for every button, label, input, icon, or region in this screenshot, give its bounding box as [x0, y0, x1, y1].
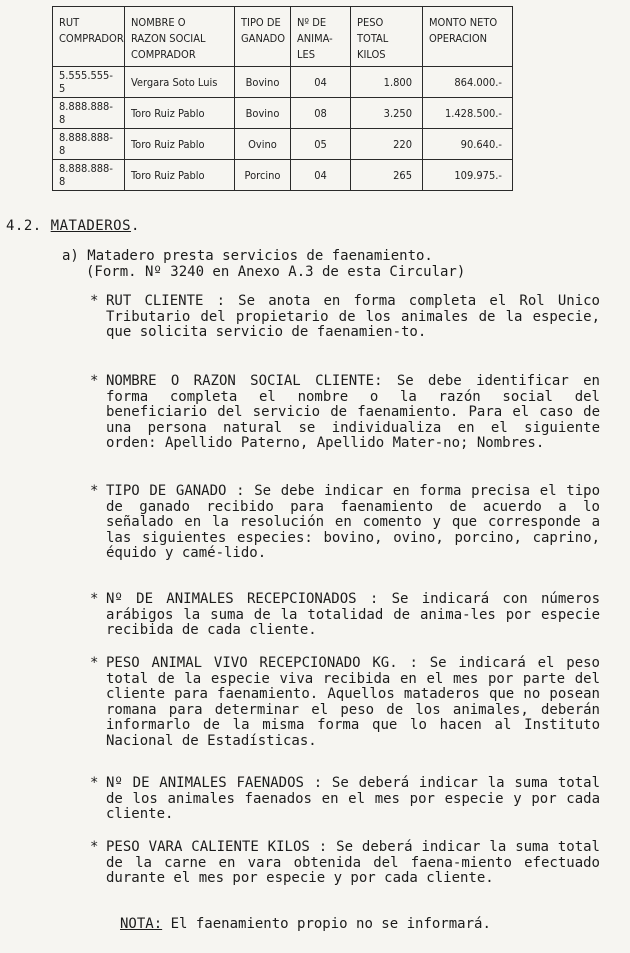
table-cell: 3.250: [351, 98, 423, 129]
column-header: NOMBRE O RAZON SOCIAL COMPRADOR: [125, 7, 235, 67]
livestock-sales-table: [52, 6, 513, 191]
field-description-nombre-cliente: [90, 374, 600, 452]
bullet-marker: *: [90, 373, 99, 389]
field-description-peso-vara: [90, 840, 600, 887]
table-row: [53, 67, 513, 98]
table-cell: 8.888.888-8: [53, 129, 125, 160]
table-cell: 05: [291, 129, 351, 160]
section-heading: [6, 218, 140, 234]
table-cell: 1.800: [351, 67, 423, 98]
bullet-marker: *: [90, 839, 99, 855]
field-description-text: NOMBRE O RAZON SOCIAL CLIENTE: Se debe identificar en forma completa el nombre o la razón social del beneficiario del servicio de faenamiento. Para el caso de una persona natural se individualiza en el siguiente orden: Apellido Paterno, Apellido Mater-no; Nombres.: [106, 373, 600, 451]
bullet-marker: *: [90, 293, 99, 309]
column-header: Nº DE ANIMA- LES: [291, 7, 351, 67]
table-cell: 109.975.-: [423, 160, 513, 191]
column-header: TIPO DE GANADO: [235, 7, 291, 67]
table-cell: 265: [351, 160, 423, 191]
bullet-marker: *: [90, 655, 99, 671]
table-row: [53, 160, 513, 191]
field-description-text: PESO ANIMAL VIVO RECEPCIONADO KG. : Se indicará el peso total de la especie viva recibida en el mes por parte del cliente para faenamiento. Aquellos mataderos que no posean romana para determinar el peso de los animales, deberán informarlo de la misma forma que lo hacen al Instituto Nacional de Estadísticas.: [106, 655, 600, 749]
field-description-text: Nº DE ANIMALES FAENADOS : Se deberá indicar la suma total de los animales faenados en el mes por especie y por cada cliente.: [106, 775, 600, 822]
table-cell: 220: [351, 129, 423, 160]
section-number: 4.2.: [6, 218, 42, 234]
bullet-marker: *: [90, 591, 99, 607]
table-cell: Toro Ruiz Pablo: [125, 160, 235, 191]
table-cell: Vergara Soto Luis: [125, 67, 235, 98]
table-cell: 08: [291, 98, 351, 129]
table-cell: 04: [291, 67, 351, 98]
note: [120, 916, 491, 932]
table-cell: Bovino: [235, 67, 291, 98]
subsection-form-reference: (Form. Nº 3240 en Anexo A.3 de esta Circular): [86, 264, 466, 280]
table-cell: Ovino: [235, 129, 291, 160]
table-cell: 1.428.500.-: [423, 98, 513, 129]
field-description-tipo-ganado: [90, 484, 600, 562]
table-cell: 864.000.-: [423, 67, 513, 98]
field-description-animales-recepcionados: [90, 592, 600, 639]
table-cell: Toro Ruiz Pablo: [125, 98, 235, 129]
subsection-title: a) Matadero presta servicios de faenamiento.: [62, 248, 433, 264]
field-description-text: PESO VARA CALIENTE KILOS : Se deberá indicar la suma total de la carne en vara obtenida del faena-miento efectuado durante el mes por especie y por cada cliente.: [106, 839, 600, 886]
table-row: [53, 129, 513, 160]
field-description-text: Nº DE ANIMALES RECEPCIONADOS : Se indicará con números arábigos la suma de la totalidad de anima-les por especie recibida de cada cliente.: [106, 591, 600, 638]
section-suffix: .: [131, 218, 140, 234]
field-description-animales-faenados: [90, 776, 600, 823]
section-title: MATADEROS: [50, 218, 132, 234]
table-cell: Toro Ruiz Pablo: [125, 129, 235, 160]
table-body: [53, 67, 513, 191]
column-header: PESO TOTAL KILOS: [351, 7, 423, 67]
table-cell: Porcino: [235, 160, 291, 191]
table-row: [53, 98, 513, 129]
field-description-text: TIPO DE GANADO : Se debe indicar en forma precisa el tipo de ganado recibido para faenamiento de acuerdo a lo señalado en la resolución en comento y que corresponde a las siguientes especies: bovino, ovino, porcino, caprino, équido y camé-lido.: [106, 483, 600, 561]
column-header: RUT COMPRADOR: [53, 7, 125, 67]
table-cell: 8.888.888-8: [53, 160, 125, 191]
subsection-heading: [62, 248, 465, 280]
field-description-text: RUT CLIENTE : Se anota en forma completa el Rol Unico Tributario del propietario de los animales de la especie, que solicita servicio de faenamien-to.: [106, 293, 600, 340]
bullet-marker: *: [90, 775, 99, 791]
table-cell: 04: [291, 160, 351, 191]
column-header: MONTO NETO OPERACION: [423, 7, 513, 67]
note-text: El faenamiento propio no se informará.: [162, 916, 491, 932]
table-cell: Bovino: [235, 98, 291, 129]
table-header: [53, 7, 513, 67]
note-label: NOTA:: [120, 916, 163, 932]
table-cell: 8.888.888-8: [53, 98, 125, 129]
field-description-peso-vivo: [90, 656, 600, 749]
bullet-marker: *: [90, 483, 99, 499]
field-description-rut-cliente: [90, 294, 600, 341]
table-cell: 5.555.555-5: [53, 67, 125, 98]
table-cell: 90.640.-: [423, 129, 513, 160]
